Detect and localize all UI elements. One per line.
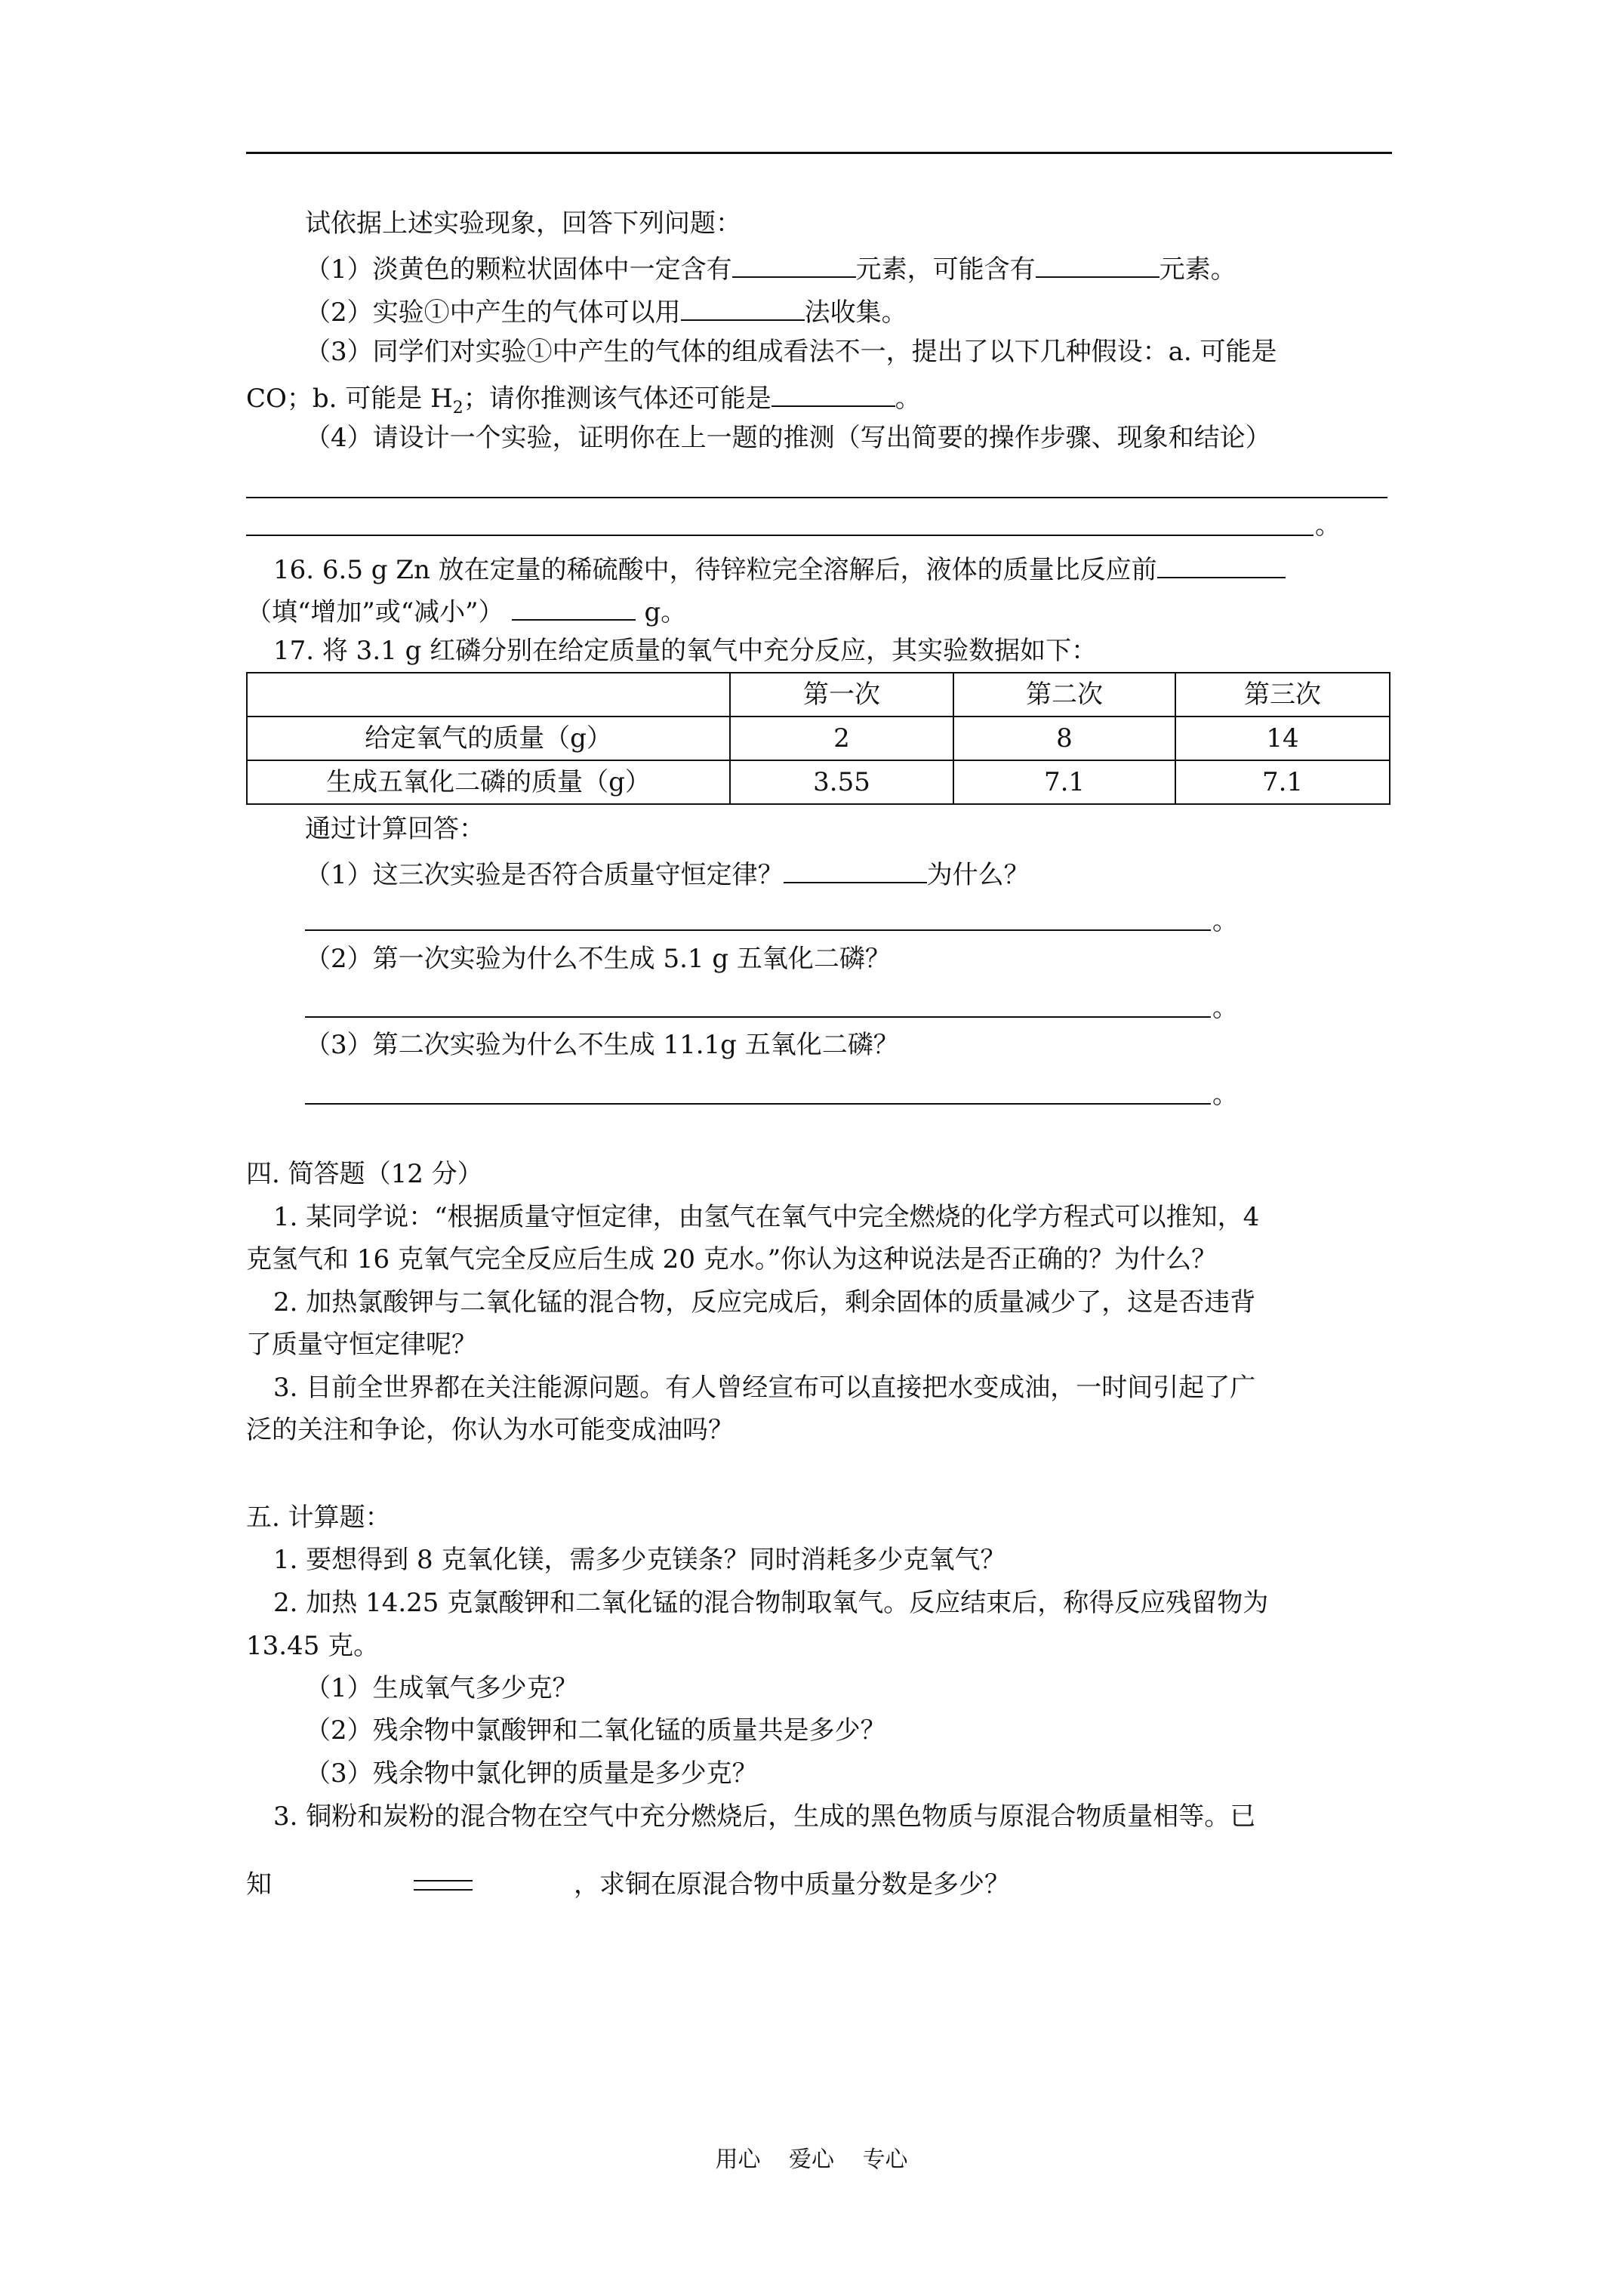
table-header-row	[247, 673, 1390, 717]
q17-sub3-end: 。	[1212, 1080, 1238, 1110]
answer-blank[interactable]	[1157, 551, 1286, 578]
q17-sub1-text-a: （1）这三次实验是否符合质量守恒定律？	[305, 860, 784, 890]
table-cell: 7.1	[953, 760, 1175, 804]
section5-q3-line1: 3. 铜粉和炭粉的混合物在空气中充分燃烧后，生成的黑色物质与原混合物质量相等。已	[273, 1801, 1256, 1832]
q16-text-a: （填“增加”或“减小”）	[246, 597, 504, 627]
section4-q3-line2: 泛的关注和争论，你认为水可能变成油吗？	[246, 1415, 734, 1445]
answer-line[interactable]	[305, 929, 1211, 931]
answer-blank[interactable]	[771, 380, 895, 407]
answer-line[interactable]	[305, 1103, 1211, 1105]
section5-q2-line2: 13.45 克。	[246, 1631, 380, 1661]
equation-equals-sign	[414, 1880, 473, 1891]
table-row	[247, 760, 1390, 804]
section4-title: 四. 简答题（12 分）	[246, 1159, 483, 1189]
q15-part3-text-a: CO；b. 可能是 H	[246, 384, 453, 414]
q15-part3-line1: （3）同学们对实验①中产生的气体的组成看法不一，提出了以下几种假设：a. 可能是	[305, 337, 1277, 367]
section4-q2-line1: 2. 加热氯酸钾与二氧化锰的混合物，反应完成后，剩余固体的质量减少了，这是否违背	[273, 1287, 1256, 1318]
q17-sub3: （3）第二次实验为什么不生成 11.1g 五氧化二磷？	[305, 1030, 899, 1060]
q15-part2-text-a: （2）实验①中产生的气体可以用	[305, 297, 681, 328]
header-rule	[246, 152, 1392, 154]
section4-q1-line2: 克氢气和 16 克氧气完全反应后生成 20 克水。”你认为这种说法是否正确的？为什么？	[246, 1244, 1218, 1274]
section5-q1: 1. 要想得到 8 克氧化镁，需多少克镁条？同时消耗多少克氧气？	[273, 1545, 1006, 1575]
section5-q2-sub1: （1）生成氧气多少克？	[305, 1673, 578, 1703]
q15-intro: 试依据上述实验现象，回答下列问题：	[305, 208, 741, 239]
q17-sub1-text-b: 为什么？	[926, 860, 1030, 890]
table-cell: 3.55	[730, 760, 953, 804]
q17-intro: 17. 将 3.1 g 红磷分别在给定质量的氧气中充分反应，其实验数据如下：	[273, 636, 1098, 666]
answer-blank[interactable]	[681, 294, 805, 321]
table-cell: 7.1	[1175, 760, 1390, 804]
q15-part4-end: 。	[1315, 510, 1341, 541]
q15-part4: （4）请设计一个实验，证明你在上一题的推测（写出简要的操作步骤、现象和结论）	[305, 423, 1271, 453]
answer-blank[interactable]	[1036, 251, 1160, 278]
section5-q2-sub2: （2）残余物中氯酸钾和二氧化锰的质量共是多少？	[305, 1715, 886, 1746]
q15-part3-line2	[246, 380, 921, 424]
table-cell: 8	[953, 717, 1175, 760]
q17-sub2-end: 。	[1212, 993, 1238, 1023]
table-cell: 14	[1175, 717, 1390, 760]
answer-blank[interactable]	[784, 856, 927, 883]
q15-part2-text-b: 法收集。	[804, 297, 907, 328]
q17-sub1-end: 。	[1212, 906, 1238, 936]
q15-part2	[305, 294, 907, 328]
section5-q3-line2-end: ，求铜在原混合物中质量分数是多少？	[574, 1869, 1010, 1900]
page-footer: 用心 爱心 专心	[715, 2147, 908, 2173]
section4-q1-line1: 1. 某同学说：“根据质量守恒定律，由氢气在氧气中完全燃烧的化学方程式可以推知，4	[273, 1202, 1260, 1232]
table-header-cell: 第二次	[953, 673, 1175, 717]
section5-title: 五. 计算题：	[246, 1502, 391, 1533]
table-cell	[247, 673, 730, 717]
q16-text-b: g。	[644, 597, 687, 627]
q15-part3-end: 。	[895, 384, 921, 414]
q17-sub1	[305, 856, 1030, 890]
q15-part1-text-b: 元素，可能含有	[855, 254, 1036, 285]
q16-line1	[273, 551, 1286, 585]
section5-q2-sub3: （3）残余物中氯化钾的质量是多少克？	[305, 1758, 758, 1789]
table-row	[247, 717, 1390, 760]
q15-part3-text-b: ；请你推测该气体还可能是	[463, 384, 771, 414]
answer-line[interactable]	[246, 497, 1387, 498]
table-header-cell: 第一次	[730, 673, 953, 717]
section4-q2-line2: 了质量守恒定律呢？	[246, 1330, 477, 1360]
table-header-cell: 第三次	[1175, 673, 1390, 717]
table-cell: 2	[730, 717, 953, 760]
q16-text: 16. 6.5 g Zn 放在定量的稀硫酸中，待锌粒完全溶解后，液体的质量比反应前	[273, 555, 1157, 585]
table-row-label: 给定氧气的质量（g）	[247, 717, 730, 760]
answer-blank[interactable]	[732, 251, 856, 278]
q16-line2	[246, 593, 686, 627]
answer-blank[interactable]	[512, 593, 636, 621]
q17-calc-intro: 通过计算回答：	[305, 814, 485, 844]
section5-q2-line1: 2. 加热 14.25 克氯酸钾和二氧化锰的混合物制取氧气。反应结束后，称得反应残留物为	[273, 1588, 1269, 1618]
q15-part1-text-a: （1）淡黄色的颗粒状固体中一定含有	[305, 254, 732, 285]
table-row-label: 生成五氧化二磷的质量（g）	[247, 760, 730, 804]
answer-line[interactable]	[305, 1016, 1211, 1018]
q17-sub2: （2）第一次实验为什么不生成 5.1 g 五氧化二磷？	[305, 944, 891, 974]
section5-q3-line2-start: 知	[246, 1869, 272, 1900]
answer-line[interactable]	[246, 535, 1313, 536]
subscript: 2	[452, 398, 463, 418]
section4-q3-line1: 3. 目前全世界都在关注能源问题。有人曾经宣布可以直接把水变成油，一时间引起了广	[273, 1373, 1256, 1403]
q15-part1	[305, 251, 1236, 285]
q15-part1-text-c: 元素。	[1159, 254, 1236, 285]
experiment-data-table	[246, 672, 1390, 805]
